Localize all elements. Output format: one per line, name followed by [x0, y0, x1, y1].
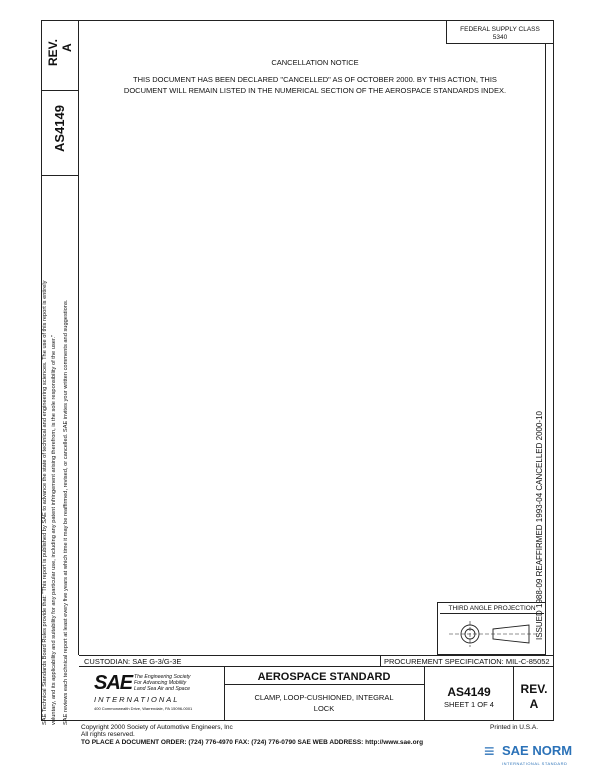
sae-international: INTERNATIONAL — [94, 695, 180, 704]
custodian: CUSTODIAN: SAE G-3/G-3E — [84, 657, 182, 666]
part-title-2: LOCK — [313, 704, 335, 713]
notice-title: CANCELLATION NOTICE — [271, 58, 359, 67]
legal-line-3: SAE reviews each technical report at least every five years at which time it may be reaffirmed, revised, or cancelled. SAE invites your written comments and suggestions. — [63, 299, 69, 725]
procurement-spec: PROCUREMENT SPECIFICATION: MIL-C-85052 — [384, 657, 550, 666]
left-column-divider — [78, 20, 79, 655]
printed-in: Printed in U.S.A. — [490, 724, 539, 731]
legal-line-1: SAE Technical Standards Board Rules provide that: "This report is published by SAE to advance the state of technical and engineering sciences. The use of this report is entirely — [42, 280, 48, 725]
copyright-line-1: Copyright 2000 Society of Automotive Engineers, Inc — [81, 724, 233, 731]
right-column-divider — [545, 44, 546, 655]
left-doc-number: AS4149 — [52, 105, 67, 152]
supply-class-label: FEDERAL SUPPLY CLASS — [460, 26, 540, 33]
notice-line-1: THIS DOCUMENT HAS BEEN DECLARED "CANCELLED" AS OF OCTOBER 2000. BY THIS ACTION, THIS — [133, 75, 497, 84]
part-title-1: CLAMP, LOOP-CUSHIONED, INTEGRAL — [254, 693, 394, 702]
history-text: ISSUED 1988-09 REAFFIRMED 1993-04 CANCELLED 2000-10 — [535, 411, 544, 640]
sae-tagline-2: For Advancing Mobility — [134, 680, 187, 686]
left-rev-value: A — [60, 43, 74, 52]
sae-logo — [92, 670, 220, 716]
notice-line-2: DOCUMENT WILL REMAIN LISTED IN THE NUMERICAL SECTION OF THE AEROSPACE STANDARDS INDEX. — [123, 86, 507, 95]
sae-tagline-3: Land Sea Air and Space — [134, 686, 191, 692]
projection-label: THIRD ANGLE PROJECTION — [440, 605, 544, 614]
custodian-row-bottom-rule — [79, 666, 554, 667]
sae-logo-wordmark: SAE — [94, 672, 133, 694]
sae-norm-sub: INTERNATIONAL STANDARD — [502, 761, 568, 766]
title-rev-label: REV. — [520, 682, 548, 696]
sae-norm-brand: SAE NORM — [502, 743, 573, 758]
title-block-rule-logo — [224, 666, 225, 721]
sae-tagline-1: The Engineering Society — [134, 674, 191, 680]
projection-symbol-icon — [445, 617, 540, 651]
title-block-rule-std — [224, 684, 424, 685]
standard-title: AEROSPACE STANDARD — [257, 671, 391, 683]
sheet-number: SHEET 1 OF 4 — [444, 700, 494, 709]
title-rev-value: A — [529, 697, 539, 711]
sae-norm-icon: ≡ — [484, 741, 494, 761]
custodian-divider — [380, 655, 381, 667]
left-rev-divider — [41, 90, 79, 91]
order-line: TO PLACE A DOCUMENT ORDER: (724) 776-4970 FAX: (724) 776-0790 SAE WEB ADDRESS: http://www.sae.org — [81, 739, 424, 746]
left-docnum-divider — [41, 175, 79, 176]
legal-line-2: voluntary, and its applicability and suitability for any particular use, including any patent infringement arising therefrom, is the sole responsibility of the user." — [51, 334, 57, 725]
left-rev-label: REV. — [46, 39, 60, 66]
copyright-line-2: All rights reserved. — [81, 731, 135, 738]
sae-address: 400 Commonwealth Drive, Warrendale, PA 15096-0001 — [94, 706, 193, 711]
title-doc-number: AS4149 — [447, 685, 491, 699]
title-block-rule-docnum — [424, 666, 425, 721]
supply-class-value: 5340 — [492, 34, 508, 41]
sae-norm-watermark — [484, 741, 596, 771]
custodian-row-top-rule — [79, 655, 554, 656]
